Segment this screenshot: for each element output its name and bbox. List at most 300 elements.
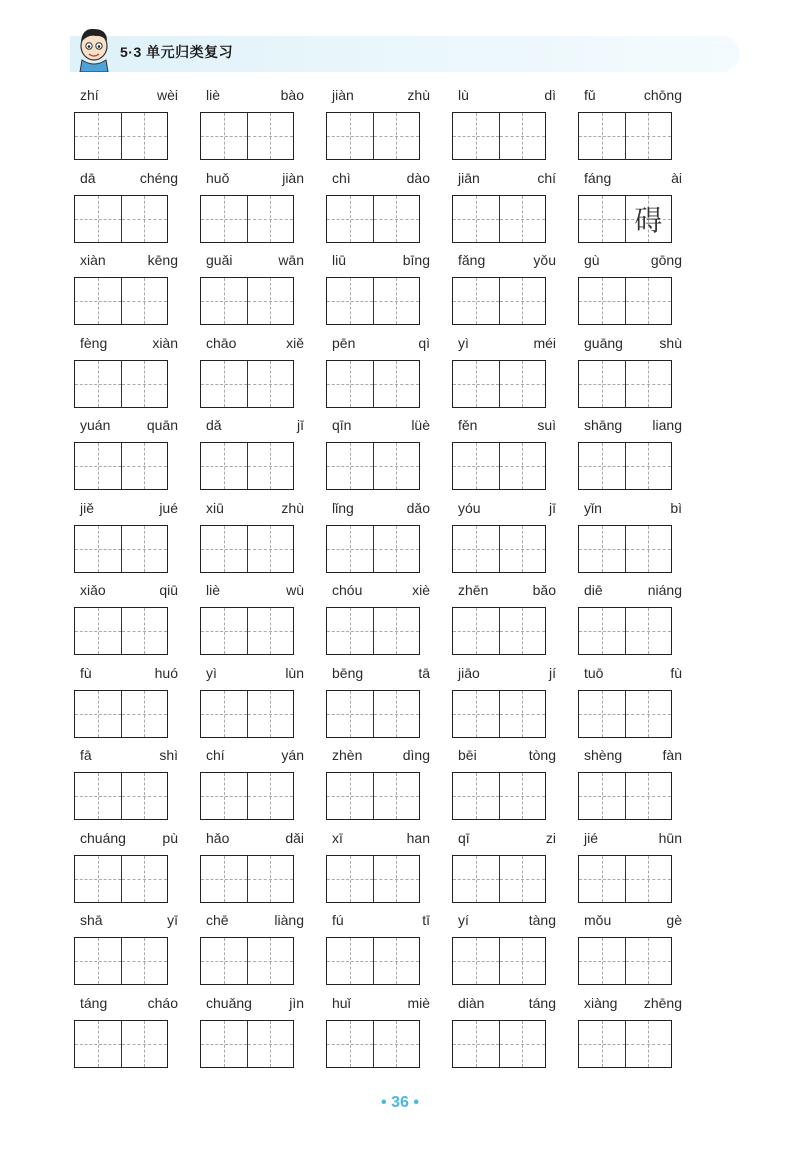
pinyin-label [74,827,184,849]
character-box[interactable] [247,361,294,407]
character-box[interactable] [579,856,625,902]
character-box[interactable] [579,773,625,819]
writing-boxes [578,195,672,243]
word-item [318,332,444,415]
word-item [192,167,318,250]
character-box[interactable] [201,856,247,902]
pinyin-syllable: kēng [147,252,178,268]
character-box[interactable] [453,856,499,902]
character-box[interactable] [327,938,373,984]
word-item [192,827,318,910]
character-box[interactable] [499,938,546,984]
writing-boxes [578,855,672,903]
pinyin-label [326,249,436,271]
pinyin-syllable: lǐng [332,499,354,516]
character-box[interactable] [453,443,499,489]
character-box[interactable] [625,608,672,654]
character-box[interactable] [327,1021,373,1067]
pinyin-syllable: gōng [650,252,682,268]
character-box[interactable] [75,196,121,242]
pinyin-label [74,992,184,1014]
pinyin-syllable: tā [418,664,430,681]
character-box[interactable] [499,526,546,572]
character-box[interactable] [373,278,420,324]
character-box[interactable] [201,526,247,572]
character-box[interactable] [327,443,373,489]
pinyin-label [452,992,562,1014]
word-item [66,579,192,662]
character-box[interactable] [579,608,625,654]
pinyin-label [200,909,310,931]
word-item [444,744,570,827]
character-box[interactable] [75,361,121,407]
pinyin-syllable: fǎng [458,252,486,268]
pinyin-label [74,167,184,189]
character-box[interactable] [373,361,420,407]
student-avatar-icon [74,24,114,72]
pinyin-syllable: qiū [159,582,178,598]
pinyin-syllable: lùn [285,664,304,681]
character-box[interactable] [247,773,294,819]
character-box[interactable] [75,608,121,654]
word-grid [66,84,696,1074]
pinyin-syllable: gè [666,912,682,928]
character-box[interactable] [201,773,247,819]
pinyin-label [326,414,436,436]
word-item [570,332,696,415]
character-box[interactable] [121,1021,168,1067]
pinyin-label [326,497,436,519]
pinyin-syllable: wù [286,582,304,598]
writing-boxes [452,772,546,820]
character-box[interactable] [499,196,546,242]
character-box[interactable] [373,196,420,242]
pinyin-syllable: fáng [584,169,612,186]
character-box[interactable] [75,691,121,737]
word-item [192,249,318,332]
character-box[interactable] [121,773,168,819]
writing-boxes [452,1020,546,1068]
pinyin-syllable: dā [80,169,96,186]
pinyin-syllable: fù [80,664,92,681]
pinyin-syllable: jí [549,664,556,681]
pinyin-syllable: fǔ [584,87,596,103]
pinyin-label [326,909,436,931]
writing-boxes [74,112,168,160]
word-item [318,249,444,332]
word-item [444,497,570,580]
word-item [66,992,192,1075]
character-box[interactable] [499,1021,546,1067]
word-item [192,84,318,167]
writing-boxes [326,442,420,490]
character-box[interactable] [579,691,625,737]
writing-boxes [578,607,672,655]
pinyin-syllable: shāng [584,417,623,433]
pinyin-syllable: chōng [643,87,682,103]
pinyin-syllable: hǎo [206,829,230,846]
pinyin-label [452,167,562,189]
character-box[interactable] [247,196,294,242]
pinyin-label [578,249,688,271]
word-item [192,414,318,497]
character-box[interactable] [121,443,168,489]
pinyin-label [200,579,310,601]
pinyin-syllable: zi [545,829,556,846]
character-box[interactable] [453,608,499,654]
character-box[interactable] [579,1021,625,1067]
pinyin-label [578,84,688,106]
character-box[interactable] [579,361,625,407]
pinyin-syllable: lüè [411,417,430,433]
character-box[interactable] [121,361,168,407]
character-box[interactable] [373,443,420,489]
writing-boxes [326,525,420,573]
pinyin-syllable: diàn [458,994,485,1011]
word-item [192,662,318,745]
pinyin-label [74,332,184,354]
character-box[interactable] [247,938,294,984]
writing-boxes [74,1020,168,1068]
pinyin-syllable: huǒ [206,169,230,186]
character-box[interactable] [499,361,546,407]
character-box[interactable] [373,113,420,159]
writing-boxes [452,442,546,490]
word-item [570,662,696,745]
pinyin-label [578,827,688,849]
writing-boxes [452,195,546,243]
pinyin-syllable: chí [206,747,225,763]
character-box[interactable] [121,938,168,984]
writing-boxes [452,937,546,985]
writing-boxes [452,607,546,655]
pinyin-syllable: jiàn [282,169,304,186]
word-item [318,414,444,497]
character-box[interactable] [625,691,672,737]
writing-boxes [74,195,168,243]
writing-boxes [326,690,420,738]
writing-boxes [200,1020,294,1068]
pinyin-syllable: shā [80,912,103,928]
writing-boxes [74,442,168,490]
character-box[interactable] [579,526,625,572]
pinyin-syllable: yǐn [584,499,602,516]
pinyin-label [74,579,184,601]
character-box[interactable] [625,526,672,572]
character-box[interactable] [247,526,294,572]
character-box[interactable] [247,278,294,324]
pinyin-syllable: pù [162,829,178,846]
pinyin-syllable: táng [528,994,556,1011]
pinyin-syllable: zhí [80,87,99,103]
character-box[interactable] [75,938,121,984]
writing-boxes [578,112,672,160]
character-box[interactable] [201,608,247,654]
pinyin-syllable: guǎi [206,252,233,268]
character-box[interactable] [499,278,546,324]
character-box[interactable] [327,856,373,902]
character-box[interactable] [247,608,294,654]
writing-boxes [326,277,420,325]
pinyin-label [326,579,436,601]
character-box[interactable] [327,773,373,819]
character-box[interactable] [75,1021,121,1067]
pinyin-syllable: shèng [584,747,623,763]
character-box[interactable] [327,113,373,159]
pinyin-label [578,662,688,684]
pinyin-label [452,662,562,684]
character-box[interactable] [625,278,672,324]
pinyin-syllable: xiǎo [80,582,106,598]
pinyin-syllable: chē [206,912,229,928]
pinyin-label [452,414,562,436]
pinyin-syllable: bì [670,499,682,516]
writing-boxes [200,607,294,655]
character-box[interactable] [75,443,121,489]
word-item [192,497,318,580]
character-box[interactable] [201,691,247,737]
pinyin-syllable: pēn [332,334,356,351]
word-item [570,827,696,910]
character-box[interactable] [121,526,168,572]
character-box[interactable] [373,773,420,819]
writing-boxes [578,442,672,490]
pinyin-label [452,909,562,931]
character-box[interactable] [579,938,625,984]
pinyin-syllable: qī [458,829,470,846]
writing-boxes [74,690,168,738]
pinyin-label [74,84,184,106]
pinyin-label [200,332,310,354]
word-item [66,249,192,332]
character-box[interactable] [201,113,247,159]
word-item [444,827,570,910]
pinyin-syllable: guāng [584,334,623,351]
pinyin-syllable: tàng [528,912,556,928]
writing-boxes [74,772,168,820]
character-box[interactable] [75,526,121,572]
character-box[interactable] [625,1021,672,1067]
pinyin-syllable: yǒu [533,252,556,268]
pinyin-syllable: xiè [412,582,430,598]
word-item [444,909,570,992]
character-box[interactable] [453,278,499,324]
pinyin-label [200,497,310,519]
character-box[interactable] [121,278,168,324]
pinyin-syllable: ài [671,169,682,186]
pinyin-syllable: jiān [458,169,480,186]
character-box[interactable] [247,113,294,159]
character-box[interactable] [625,938,672,984]
character-box[interactable] [75,856,121,902]
pinyin-label [200,167,310,189]
word-item [66,909,192,992]
character-box[interactable] [327,526,373,572]
character-box[interactable] [201,361,247,407]
pinyin-label [452,744,562,766]
character-box[interactable] [247,1021,294,1067]
character-box[interactable] [625,443,672,489]
character-box[interactable] [499,608,546,654]
character-box[interactable] [201,443,247,489]
writing-boxes [452,112,546,160]
writing-boxes [578,772,672,820]
character-box[interactable] [75,773,121,819]
word-item [444,332,570,415]
writing-boxes [326,855,420,903]
character-box[interactable] [373,691,420,737]
character-box[interactable] [453,526,499,572]
pinyin-syllable: xiū [206,499,224,516]
writing-boxes [452,277,546,325]
character-box[interactable] [625,113,672,159]
character-box[interactable] [201,196,247,242]
pinyin-syllable: zhù [407,87,430,103]
character-box[interactable] [373,938,420,984]
character-box[interactable] [327,196,373,242]
writing-boxes [326,937,420,985]
writing-boxes [74,525,168,573]
writing-boxes [74,855,168,903]
character-box[interactable] [121,691,168,737]
character-box[interactable] [121,856,168,902]
writing-boxes [326,112,420,160]
character-box[interactable] [201,938,247,984]
word-item [570,909,696,992]
pinyin-label [200,662,310,684]
pinyin-syllable: miè [407,994,430,1011]
pinyin-syllable: zhù [281,499,304,516]
character-box[interactable] [579,443,625,489]
word-item [318,744,444,827]
pinyin-syllable: yī [167,912,178,928]
word-item [66,167,192,250]
character-box[interactable] [247,443,294,489]
character-box[interactable] [453,938,499,984]
pinyin-syllable: jī [297,417,304,433]
pinyin-syllable: gù [584,252,600,268]
writing-boxes [200,937,294,985]
character-box[interactable] [453,361,499,407]
pinyin-syllable: xiàn [80,252,106,268]
pinyin-syllable: shì [159,747,178,763]
character-box[interactable] [625,361,672,407]
pinyin-label [326,84,436,106]
pinyin-syllable: huǐ [332,994,351,1011]
pinyin-syllable: chāo [206,334,237,351]
pinyin-label [578,414,688,436]
pinyin-syllable: fú [332,912,344,928]
character-box[interactable] [625,773,672,819]
pinyin-syllable: diē [584,582,603,598]
character-box[interactable] [499,443,546,489]
pinyin-syllable: jìn [289,994,304,1011]
word-item [318,827,444,910]
character-box[interactable] [327,361,373,407]
writing-boxes [452,525,546,573]
character-box[interactable] [453,196,499,242]
pinyin-label [578,497,688,519]
character-box[interactable] [453,773,499,819]
character-box[interactable] [201,1021,247,1067]
writing-boxes [200,690,294,738]
character-box[interactable] [373,526,420,572]
pinyin-syllable: quān [146,417,178,433]
pinyin-syllable: yuán [80,417,111,433]
pinyin-syllable: wān [278,252,304,268]
character-box[interactable] [453,691,499,737]
character-box[interactable] [247,856,294,902]
character-box[interactable] [625,196,672,242]
character-box[interactable] [579,196,625,242]
character-box[interactable] [373,856,420,902]
pinyin-syllable: jiàn [332,87,354,103]
character-box[interactable] [499,113,546,159]
character-box[interactable] [75,278,121,324]
pinyin-label [452,249,562,271]
character-box[interactable] [579,113,625,159]
character-box[interactable] [121,113,168,159]
word-item [570,167,696,250]
word-item [192,579,318,662]
word-item [192,332,318,415]
character-box[interactable] [327,608,373,654]
pinyin-syllable: yóu [458,499,481,516]
pinyin-syllable: huó [154,664,178,681]
character-box[interactable] [453,1021,499,1067]
writing-boxes [578,937,672,985]
character-box[interactable] [121,608,168,654]
pinyin-syllable: méi [533,334,556,351]
pinyin-label [452,579,562,601]
character-box[interactable] [579,278,625,324]
pinyin-label [74,249,184,271]
unit-review-title: 5·3 单元归类复习 [120,44,234,60]
character-box[interactable] [453,113,499,159]
character-box[interactable] [121,196,168,242]
pinyin-syllable: qīn [332,417,352,433]
character-box[interactable] [625,856,672,902]
pinyin-syllable: chéng [139,169,178,186]
word-item [318,909,444,992]
character-box[interactable] [201,278,247,324]
pinyin-syllable: zhēng [643,994,682,1011]
writing-boxes [74,937,168,985]
pinyin-label [578,332,688,354]
writing-boxes [200,855,294,903]
pinyin-label [200,414,310,436]
character-box[interactable] [327,691,373,737]
pinyin-label [200,744,310,766]
character-box[interactable] [373,1021,420,1067]
character-box[interactable] [75,113,121,159]
character-box[interactable] [373,608,420,654]
word-item [318,992,444,1075]
pinyin-syllable: bēi [458,747,477,763]
character-box[interactable] [499,856,546,902]
writing-boxes [452,690,546,738]
pinyin-label [578,579,688,601]
word-item [444,662,570,745]
character-box[interactable] [327,278,373,324]
character-box[interactable] [499,691,546,737]
character-box[interactable] [499,773,546,819]
written-character: 碍 [634,203,663,237]
word-item [318,84,444,167]
word-item [444,249,570,332]
word-item [66,414,192,497]
character-box[interactable] [247,691,294,737]
